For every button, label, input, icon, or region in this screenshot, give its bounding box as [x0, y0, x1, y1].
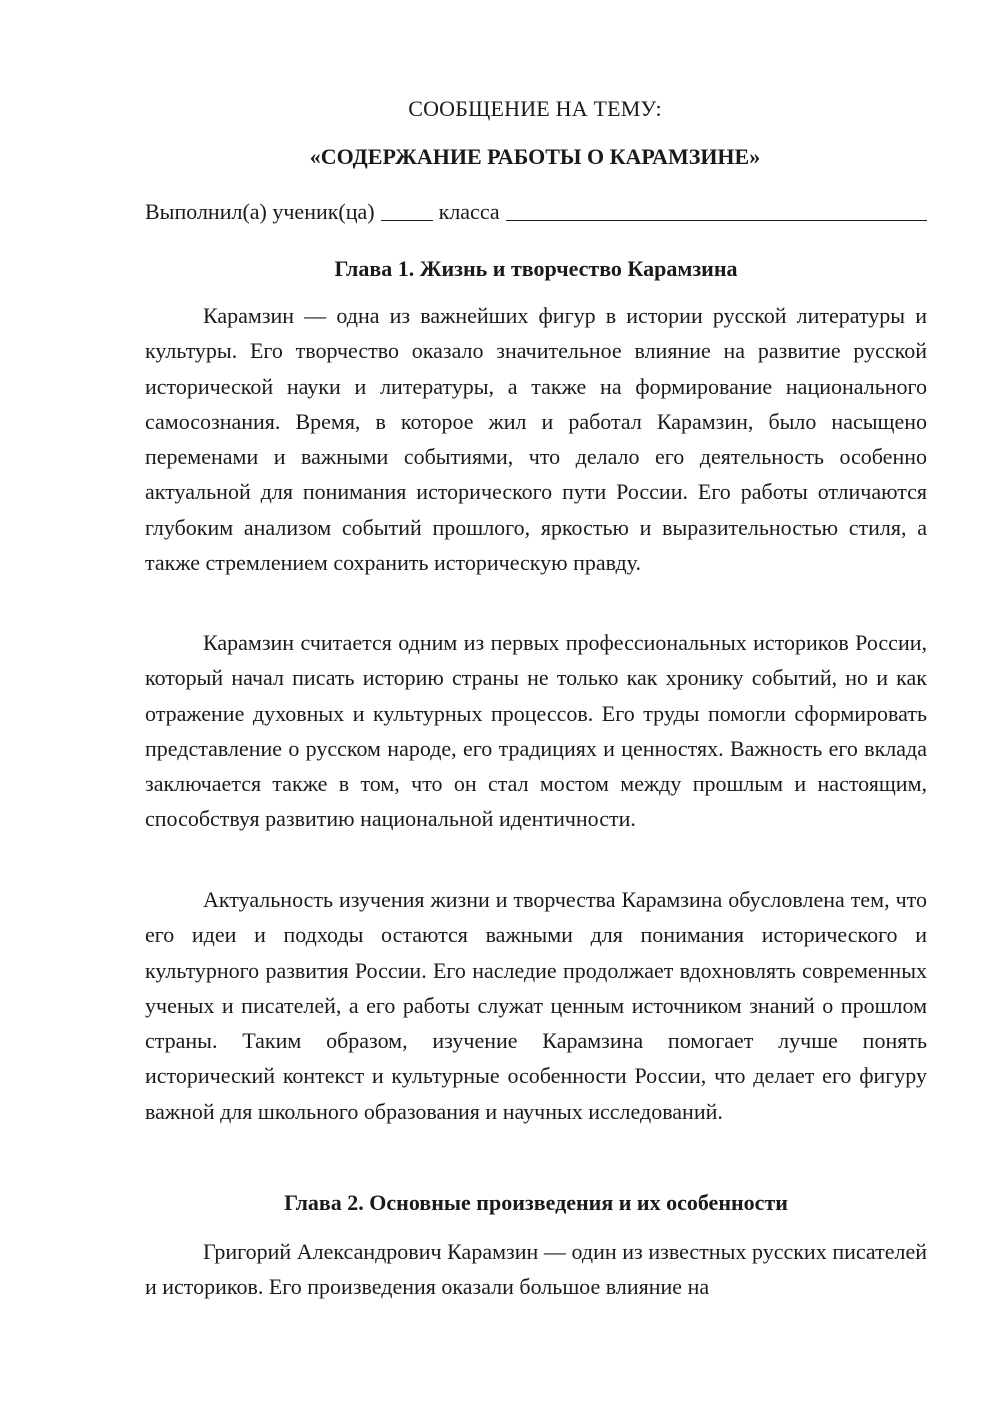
chapter2-heading: Глава 2. Основные произведения и их особенности: [284, 1190, 788, 1215]
document-title-line2: «СОДЕРЖАНИЕ РАБОТЫ О КАРАМЗИНЕ»: [309, 144, 761, 169]
document-title-line1: СООБЩЕНИЕ НА ТЕМУ:: [408, 96, 662, 121]
chapter1-paragraph-3: Актуальность изучения жизни и творчества Карамзина обусловлена тем, что его идеи и подходы остаются важными для понимания исторического и культурного развития России. Его наследие продолжает вдохновлять современных ученых и писателей, а его работы служат ценным источником знаний о прошлом страны. Таким образом, изучение Карамзина помогает лучше понять исторический контекст и культурные особенности России, что делает его фигуру важной для школьного образования и научных исследований.: [145, 887, 927, 1124]
chapter2-paragraph-1: Григорий Александрович Карамзин — один из известных русских писателей и историков. Его произведения оказали большое влияние на: [145, 1239, 927, 1300]
class-label: класса: [438, 199, 500, 224]
chapter1-heading: Глава 1. Жизнь и творчество Карамзина: [334, 256, 738, 281]
name-blank: [506, 200, 927, 221]
chapter1-paragraph-1: Карамзин — одна из важнейших фигур в истории русской литературы и культуры. Его творчество оказало значительное влияние на развитие русской исторической науки и литературы, а также на формирование национального самосознания. Время, в которое жил и работал Карамзин, было насыщено переменами и важными событиями, что делало его деятельность особенно актуальной для понимания исторического пути России. Его работы отличаются глубоким анализом событий прошлого, яркостью и выразительностью стиля, а также стремлением сохранить историческую правду.: [145, 303, 927, 576]
performer-line: [145, 199, 927, 225]
chapter1-paragraph-2: Карамзин считается одним из первых профессиональных историков России, который начал писать историю страны не только как хронику событий, но и как отражение духовных и культурных процессов. Его труды помогли сформировать представление о русском народе, его традициях и ценностях. Важность его вклада заключается также в том, что он стал мостом между прошлым и настоящим, способствуя развитию национальной идентичности.: [145, 630, 927, 832]
performer-label: Выполнил(а) ученик(ца): [145, 199, 375, 224]
grade-blank: [381, 200, 433, 221]
